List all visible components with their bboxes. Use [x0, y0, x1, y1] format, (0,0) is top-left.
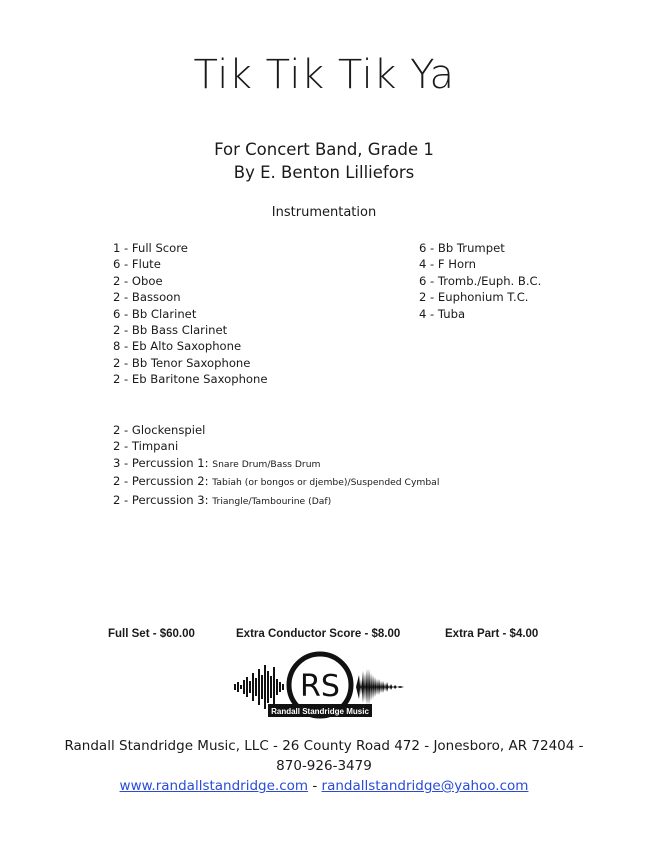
percussion-list [113, 422, 439, 510]
email-link[interactable]: randallstandridge@yahoo.com [321, 778, 529, 794]
instrument-list-right [419, 240, 541, 322]
instrument-item: 4 - Tuba [419, 306, 466, 321]
instrument-item: 2 - Euphonium T.C. [419, 290, 529, 305]
percussion-item [113, 422, 439, 438]
percussion-detail: Tabiah (or bongos or djembe)/Suspended Cymbal [212, 477, 440, 489]
percussion-part: 2 - Percussion 3: [113, 492, 209, 507]
instrument-item: 6 - Bb Clarinet [113, 306, 197, 321]
percussion-item [113, 455, 439, 473]
instrumentation-heading: Instrumentation [271, 205, 377, 220]
subtitle-block [0, 138, 648, 184]
instrument-item: 8 - Eb Alto Saxophone [113, 339, 242, 354]
publisher-footer [0, 736, 648, 796]
instrument-item: 6 - Tromb./Euph. B.C. [419, 273, 542, 288]
publisher-address: Randall Standridge Music, LLC - 26 County Road 472 - Jonesboro, AR 72404 - [64, 738, 584, 754]
instrument-item: 2 - Oboe [113, 273, 163, 288]
percussion-item [113, 438, 439, 454]
extra-part-price: Extra Part - $4.00 [445, 628, 539, 640]
soundwave-right-icon [356, 669, 404, 705]
percussion-part: 2 - Percussion 2: [113, 474, 209, 489]
instrument-item: 2 - Bassoon [113, 290, 181, 305]
percussion-item [113, 473, 439, 491]
piece-title: Tik Tik Tik Ya [193, 52, 455, 98]
percussion-part: 2 - Glockenspiel [113, 423, 206, 437]
logo-banner-text: Randall Standridge Music [271, 707, 369, 716]
publisher-phone: 870-926-3479 [276, 758, 372, 774]
publisher-logo [232, 651, 407, 723]
full-set-price: Full Set - $60.00 [108, 628, 195, 640]
logo-initials: RS [300, 669, 340, 704]
percussion-part: 3 - Percussion 1: [113, 455, 209, 470]
conductor-score-price: Extra Conductor Score - $8.00 [236, 628, 401, 640]
percussion-part: 2 - Timpani [113, 439, 179, 454]
instrument-item: 2 - Eb Baritone Saxophone [113, 372, 268, 387]
instrument-list-left [113, 240, 268, 388]
instrument-item: 6 - Flute [113, 257, 161, 272]
instrument-item: 1 - Full Score [113, 241, 188, 255]
link-separator: - [312, 778, 318, 794]
percussion-detail: Snare Drum/Bass Drum [212, 458, 321, 470]
website-link[interactable]: www.randallstandridge.com [119, 778, 309, 794]
percussion-item [113, 492, 439, 510]
composer-credit: By E. Benton Lilliefors [233, 163, 415, 182]
percussion-detail: Triangle/Tambourine (Daf) [212, 495, 332, 507]
instrument-item: 6 - Bb Trumpet [419, 241, 505, 255]
ensemble-grade: For Concert Band, Grade 1 [214, 140, 434, 159]
instrument-item: 2 - Bb Tenor Saxophone [113, 355, 251, 370]
instrument-item: 2 - Bb Bass Clarinet [113, 323, 228, 338]
contact-links [0, 776, 648, 796]
soundwave-left-icon [234, 665, 284, 709]
instrument-item: 4 - F Horn [419, 257, 477, 272]
